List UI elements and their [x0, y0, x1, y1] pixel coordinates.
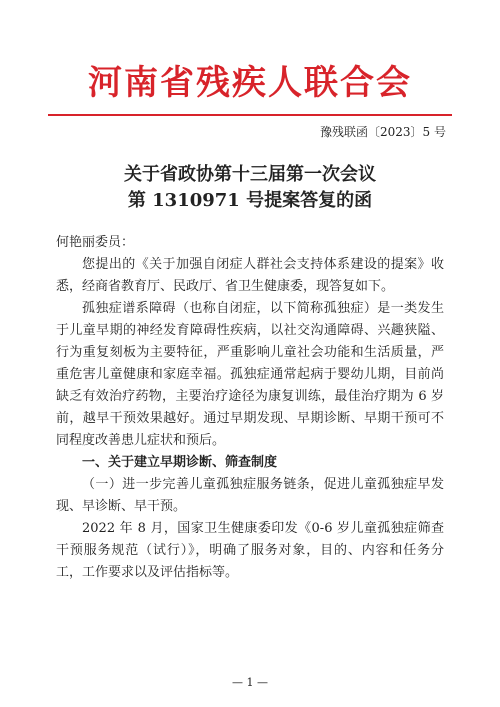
- document-title: [0, 162, 500, 214]
- paragraph-autism-description: 孤独症谱系障碍（也称自闭症，以下简称孤独症）是一类发生于儿童早期的神经发育障碍性疾病，以社交沟通障碍、兴趣狭隘、行为重复刻板为主要特征，严重影响儿童社会功能和生活质量，严重危害儿童健康和家庭幸福。孤独症通常起病于婴幼儿期，目前尚缺乏有效治疗药物，主要治疗途径为康复训练，最佳治疗期为 6 岁前，越早干预效果越好。通过早期发现、早期诊断、早期干预可不同程度改善患儿症状和预后。: [56, 301, 444, 448]
- salutation: 何艳丽委员：: [56, 235, 135, 250]
- document-number: 豫残联函〔2023〕5 号: [320, 125, 446, 139]
- red-divider-line: [48, 114, 452, 116]
- section-heading: 一、关于建立早期诊断、筛查制度: [82, 455, 278, 470]
- paragraph-2022-policy: 2022 年 8 月，国家卫生健康委印发《0-6 岁儿童孤独症筛查干预服务规范（试行）》，明确了服务对象，目的、内容和任务分工，工作要求以及评估指标等。: [56, 521, 444, 580]
- letter-body: [56, 232, 444, 584]
- letterhead-title: 河南省残疾人联合会: [88, 63, 412, 103]
- page-number: — 1 —: [232, 676, 268, 689]
- title-line-2: 第 1310971 号提案答复的函: [127, 190, 373, 211]
- paragraph-intro: 您提出的《关于加强自闭症人群社会支持体系建设的提案》收悉，经商省教育厅、民政厅、省卫生健康委，现答复如下。: [56, 257, 444, 294]
- title-line-1: 关于省政协第十三届第一次会议: [124, 164, 376, 185]
- subsection-text: （一）进一步完善儿童孤独症服务链条，促进儿童孤独症早发现、早诊断、早干预。: [56, 477, 444, 514]
